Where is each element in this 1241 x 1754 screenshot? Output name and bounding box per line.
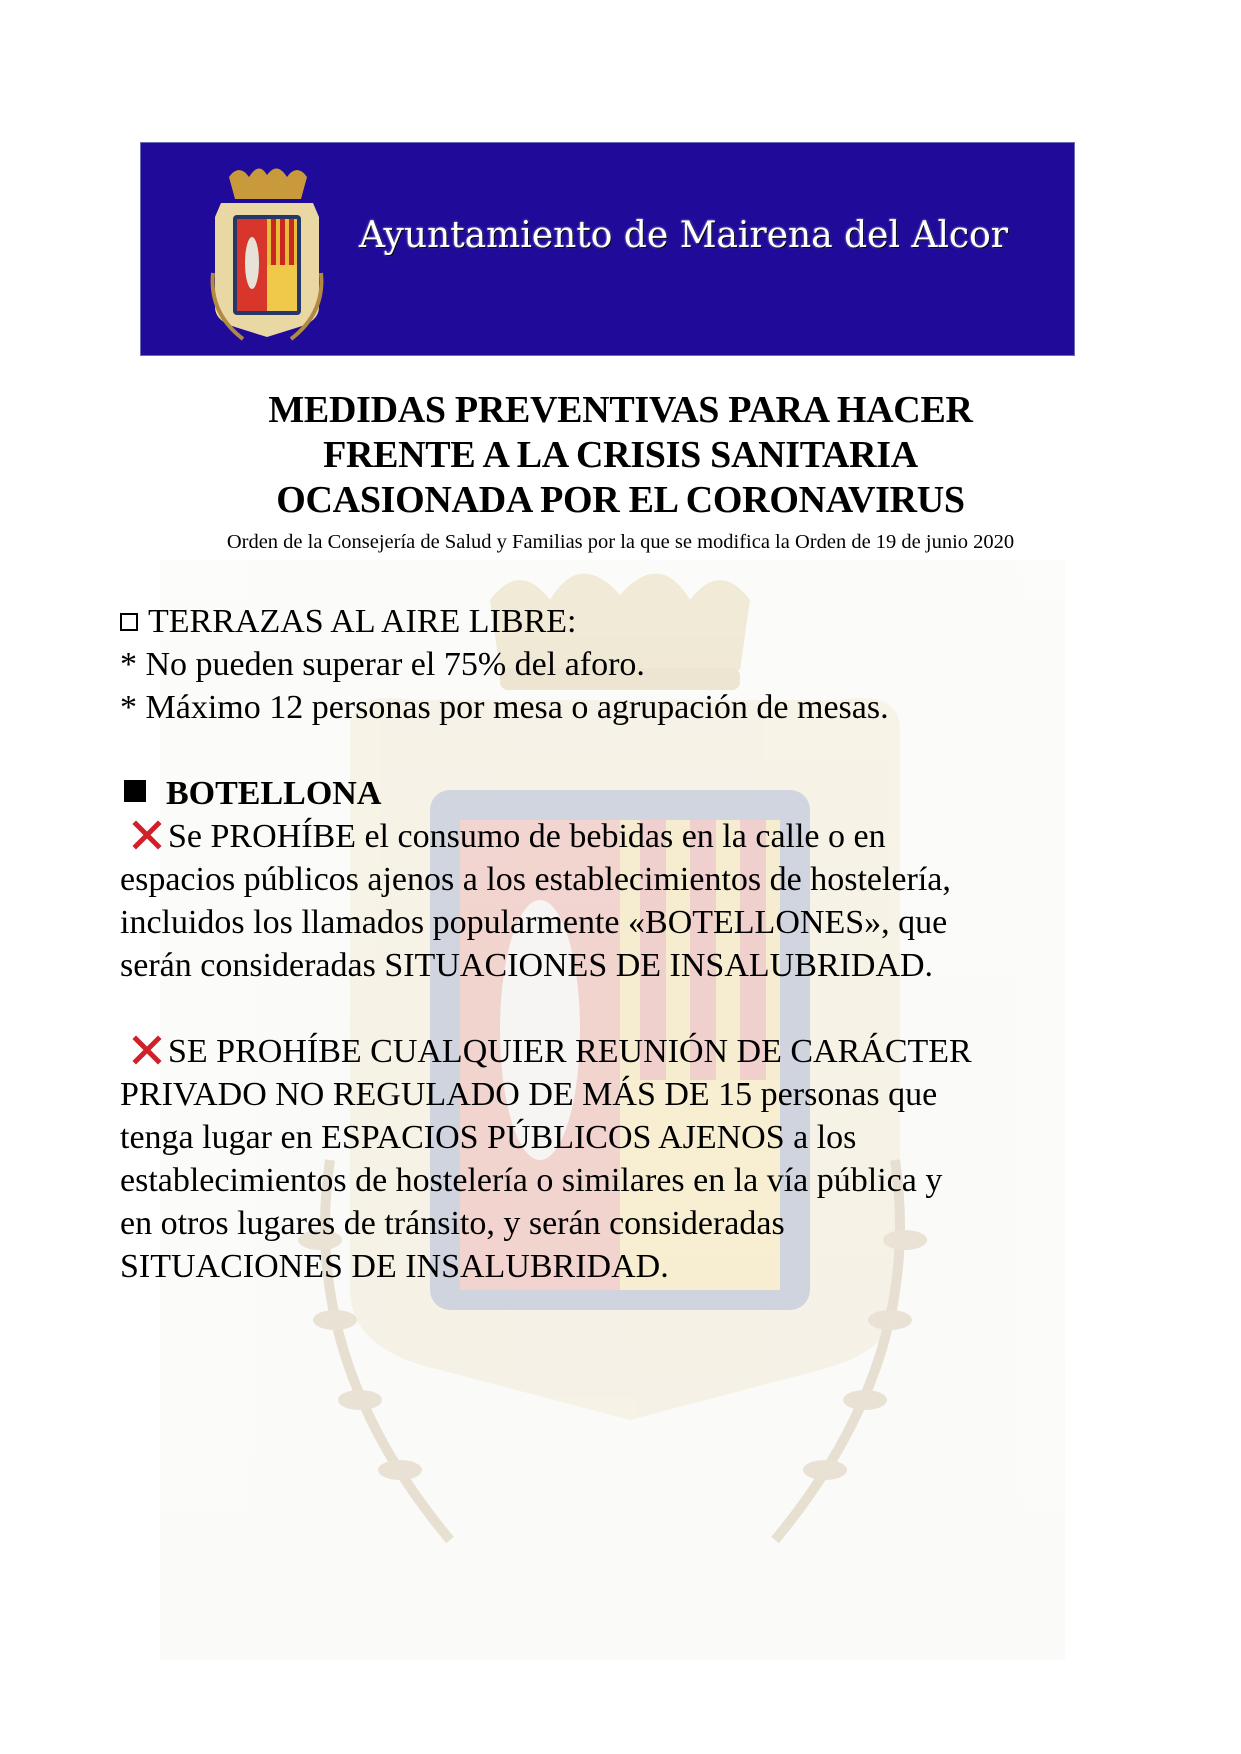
terrazas-item-2: * Máximo 12 personas por mesa o agrupación de mesas. <box>120 689 889 726</box>
section-botellona-title <box>120 772 381 815</box>
page-title-line-2: FRENTE A LA CRISIS SANITARIA <box>323 434 918 476</box>
filled-square-icon <box>124 780 146 802</box>
rule-1-line-4: serán consideradas SITUACIONES DE INSALUBRIDAD. <box>120 947 934 984</box>
municipality-name: Ayuntamiento de Mairena del Alcor <box>359 215 1009 256</box>
rule-text: SE PROHÍBE CUALQUIER REUNIÓN DE CARÁCTER <box>168 1033 972 1070</box>
section-terrazas-title <box>120 600 576 643</box>
legal-reference: Orden de la Consejería de Salud y Familias por la que se modifica la Orden de 19 de junio 2020 <box>226 531 1015 553</box>
rule-1-line-3: incluidos los llamados popularmente «BOTELLONES», que <box>120 904 948 941</box>
rule-2-line-6: SITUACIONES DE INSALUBRIDAD. <box>120 1248 669 1285</box>
coat-of-arms-icon <box>207 163 327 343</box>
section-title-text: BOTELLONA <box>166 775 382 812</box>
empty-square-icon <box>120 613 138 631</box>
red-x-icon <box>132 1035 162 1065</box>
terrazas-item-1: * No pueden superar el 75% del aforo. <box>120 646 645 683</box>
red-x-icon <box>132 820 162 850</box>
section-title-text: TERRAZAS AL AIRE LIBRE: <box>148 603 577 640</box>
rule-1-line-1 <box>120 815 886 858</box>
rule-2-line-1 <box>120 1030 972 1073</box>
rule-2-line-5: en otros lugares de tránsito, y serán consideradas <box>120 1205 785 1242</box>
rule-1-line-2: espacios públicos ajenos a los establecimientos de hostelería, <box>120 861 951 898</box>
header-banner <box>140 142 1075 356</box>
rule-2-line-4: establecimientos de hostelería o similares en la vía pública y <box>120 1162 943 1199</box>
page-title-line-1: MEDIDAS PREVENTIVAS PARA HACER <box>268 389 973 431</box>
page-title-line-3: OCASIONADA POR EL CORONAVIRUS <box>276 479 965 521</box>
rule-2-line-3: tenga lugar en ESPACIOS PÚBLICOS AJENOS a los <box>120 1119 857 1156</box>
rule-2-line-2: PRIVADO NO REGULADO DE MÁS DE 15 personas que <box>120 1076 938 1113</box>
rule-text: Se PROHÍBE el consumo de bebidas en la calle o en <box>168 818 886 855</box>
